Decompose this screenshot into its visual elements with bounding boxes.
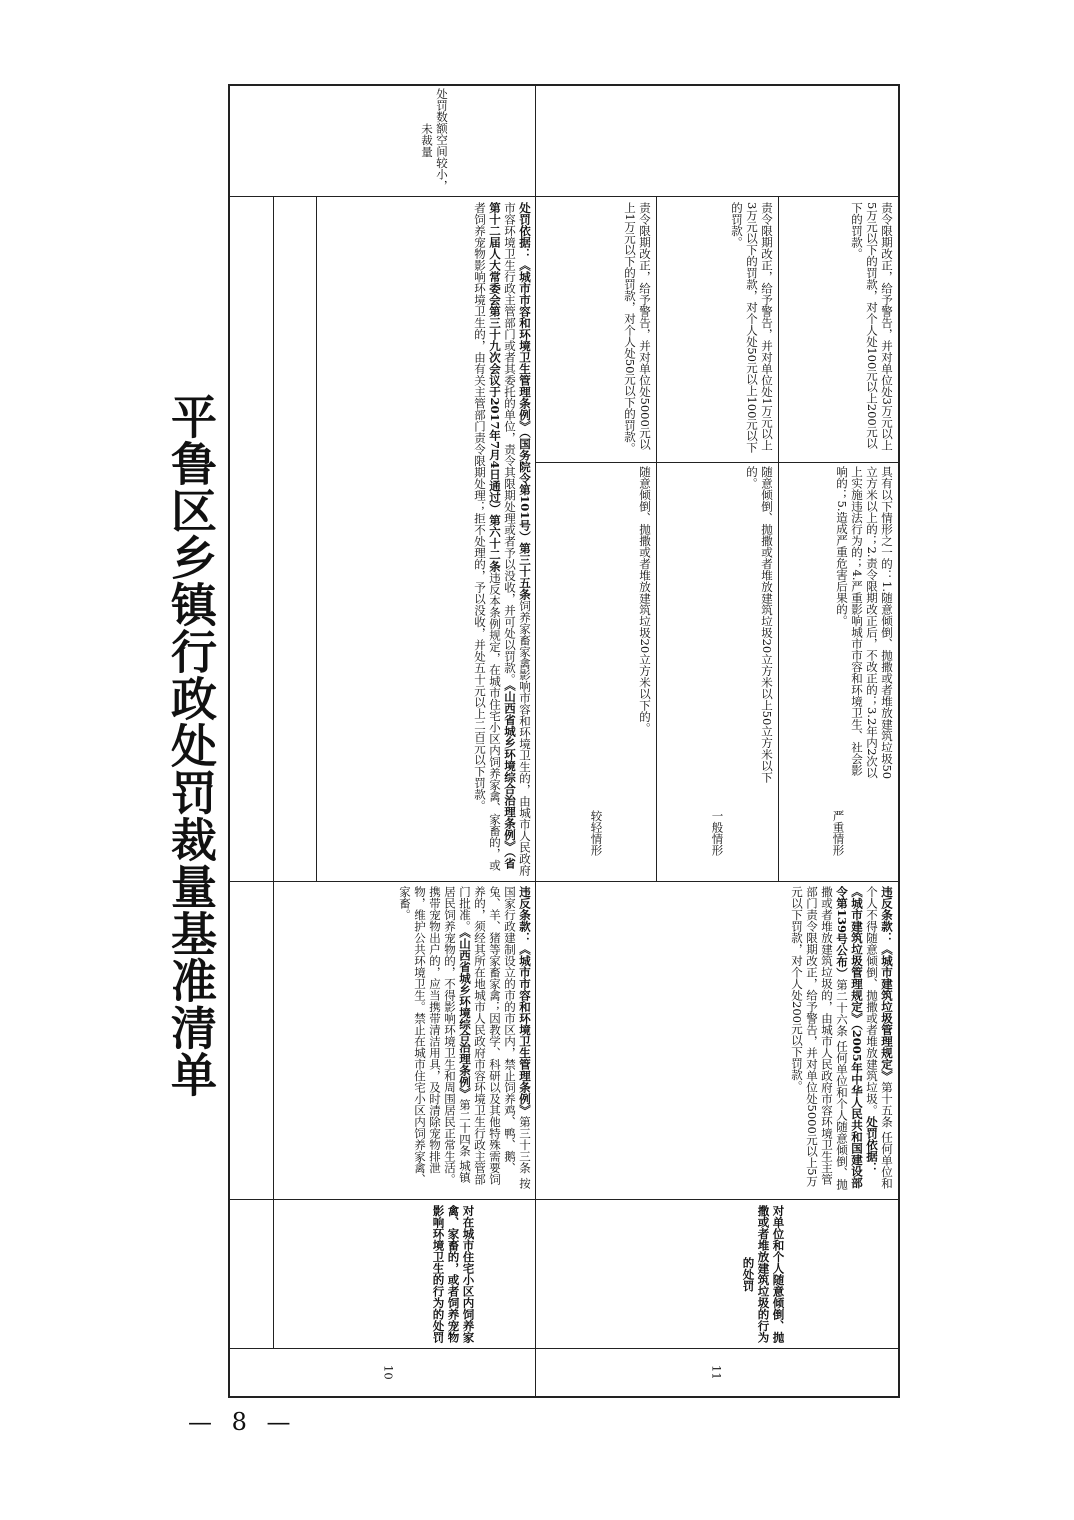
- page-number: — 8 —: [188, 1408, 297, 1436]
- row11-standard-light: 责令限期改正，给予警告，并对单位处5000元以上1万元以下的罚款，对个人处50元以下的罚款。: [623, 202, 652, 454]
- row11-level-light: 较轻情形: [589, 810, 604, 856]
- row10-violation-basis: 违反条款：《城市市容和环境卫生管理条例》第三十三条 按国家行政建制设立的市的市区内，禁止饲养鸡、鸭、鹅、兔、羊、猪等家畜家禽；因教学、科研以及其他特殊需要饲养的，须经其所在地城市人民政府市容环境卫生行政主管部门批准。《山西省城乡环境综合治理条例》第二十四条 城镇居民饲养宠物的，不得影响环境卫生和周围居民正常生活。携带宠物出户的，应当携带清洁用具，及时清除宠物排泄物，维护公共环境卫生。禁止在城市住宅小区内饲养家禽、家畜。: [398, 886, 532, 1189]
- row11-violation-basis: 违反条款：《城市建筑垃圾管理规定》第十五条 任何单位和个人不得随意倾倒、抛撒或者堆放建筑垃圾。处罚依据：《城市建筑垃圾管理规定》（2005年中华人民共和国建设部令第139号公布）第二十六条 任何单位和个人随意倾倒、抛撒或者堆放建筑垃圾的，由城市人民政府市容环境卫生主管部门责令限期改正，给予警告，并对单位处5000元以上5万元以下罚款，对个人处200元以下罚款。: [790, 886, 894, 1190]
- row11-condition-normal: 随意倾倒、抛撒或者堆放建筑垃圾20立方米以上50立方米以下的。: [745, 466, 774, 783]
- row11-standard-severe: 责令限期改正，给予警告，并对单位处3万元以上5万元以下的罚款，对个人处100元以上200元以下的罚款。: [850, 202, 894, 451]
- row11-condition-light: 随意倾倒、抛撒或者堆放建筑垃圾20立方米以下的。: [638, 466, 652, 734]
- row10-item: 对在城市住宅小区内饲养家禽、家畜的，或者饲养宠物影响环境卫生的行为的处罚: [431, 1205, 476, 1343]
- row10-note: 处罚数额空间较小，未裁量: [420, 88, 449, 192]
- row11-level-normal: 一般情形: [710, 810, 725, 856]
- row11-level-severe: 严重情形: [831, 810, 846, 856]
- row11-number: 11: [709, 1364, 724, 1380]
- page-title: 平鲁区乡镇行政处罚裁量基准清单: [164, 392, 218, 1098]
- row11-item: 对单位和个人随意倾倒、抛撒或者堆放建筑垃圾的行为的处罚: [741, 1205, 786, 1343]
- row11-condition-severe: 具有以下情形之一的：1.随意倾倒、抛撒或者堆放建筑垃圾50立方米以上的；2.责令限期改正后，不改正的；3.2年内2次以上实施违法行为的；4.严重影响城市市容和环境卫生、社会影响的；5.造成严重危害后果的。: [835, 466, 894, 780]
- row11-standard-normal: 责令限期改正，给予警告，并对单位处1万元以上3万元以下的罚款，对个人处50元以上100元以下的罚款。: [730, 202, 774, 453]
- penalty-table: [228, 84, 900, 1398]
- row10-penalty-basis: 处罚依据：《城市市容和环境卫生管理条例》（国务院令第101号）第三十五条饲养家畜家禽影响市容和环境卫生的，由城市人民政府市容环境卫生行政主管部门或者其委托的单位，责令其限期处理或者予以没收，并可处以罚款。《山西省城乡环境综合治理条例》（省第十二届人大常委会第三十九次会议于2017年7月4日通过）第六十二条违反本条例规定，在城市住宅小区内饲养家禽、家畜的，或者饲养宠物影响环境卫生的，由有关主管部门责令限期处理；拒不处理的，予以没收，并处五十元以上二百元以下罚款。: [473, 202, 532, 876]
- row10-number: 10: [381, 1364, 396, 1380]
